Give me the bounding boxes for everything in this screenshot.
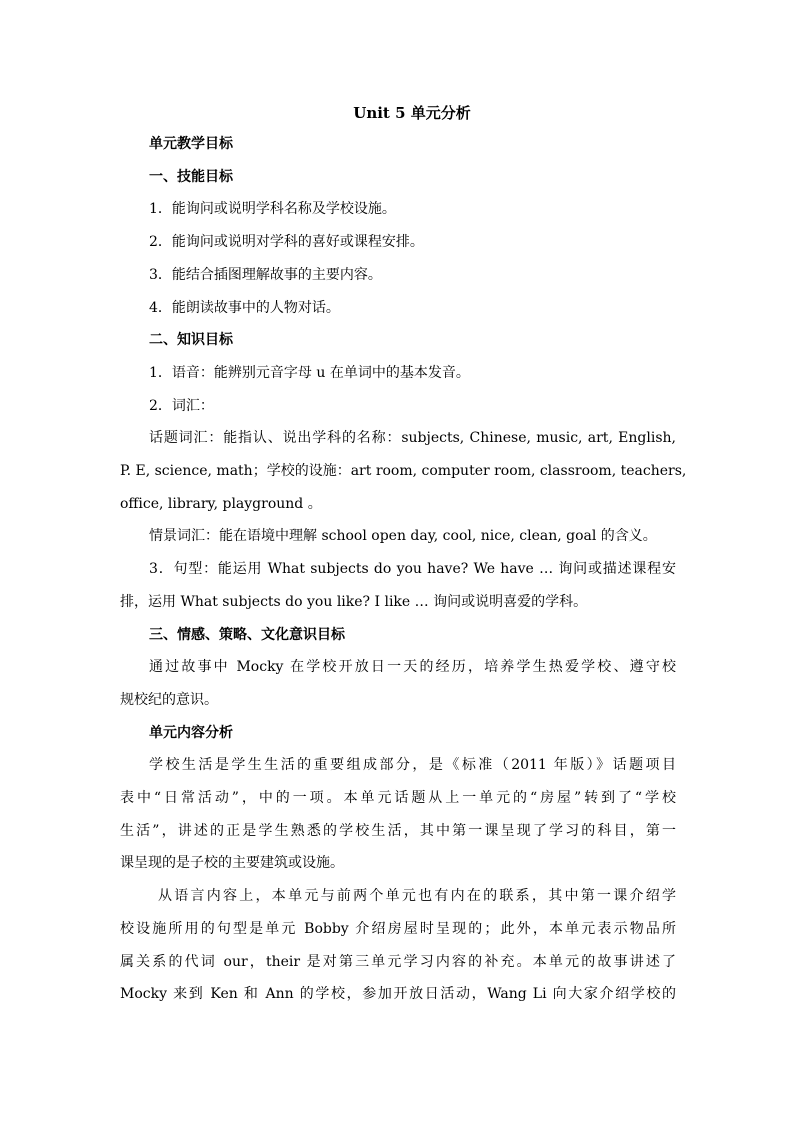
- paragraph-line: Mocky 来到 Ken 和 Ann 的学校，参加开放日活动，Wang Li 向大家介绍学校的: [120, 986, 676, 1003]
- paragraph-line: 校设施所用的句型是单元 Bobby 介绍房屋时呈现的；此外，本单元表示物品所: [120, 920, 676, 937]
- paragraph-line: 3．句型：能运用 What subjects do you have? We have … 询问或描述课程安: [149, 561, 676, 578]
- paragraph-line: 表中“日常活动”，中的一项。本单元话题从上一单元的“房屋”转到了“学校: [120, 790, 676, 807]
- section-heading: 单元教学目标: [149, 136, 233, 152]
- paragraph-line: 4．能朗读故事中的人物对话。: [149, 299, 340, 316]
- paragraph-line: 规校纪的意识。: [120, 691, 218, 708]
- paragraph-line: 生活”，讲述的正是学生熟悉的学校生活，其中第一课呈现了学习的科目，第一: [120, 822, 676, 839]
- paragraph-line: 话题词汇：能指认、说出学科的名称：subjects, Chinese, music, art, English,: [149, 430, 676, 447]
- document-page: [120, 98, 687, 1011]
- paragraph-line: 属关系的代词 our，their 是对第三单元学习内容的补充。本单元的故事讲述了: [120, 953, 676, 970]
- paragraph-line: 通过故事中 Mocky 在学校开放日一天的经历，培养学生热爱学校、遵守校: [149, 659, 676, 676]
- paragraph-line: 情景词汇：能在语境中理解 school open day, cool, nice, clean, goal 的含义。: [149, 528, 657, 545]
- paragraph-line: office, library, playground 。: [120, 495, 322, 512]
- paragraph-line: 学校生活是学生生活的重要组成部分，是《标准（2011 年版）》话题项目: [149, 757, 676, 774]
- paragraph-line: P. E, science, math；学校的设施：art room, computer room, classroom, teachers,: [120, 463, 687, 480]
- paragraph-line: 2．能询问或说明对学科的喜好或课程安排。: [149, 234, 424, 251]
- paragraph-line: 2．词汇：: [149, 397, 214, 414]
- section-heading: 二、知识目标: [149, 332, 233, 349]
- paragraph-line: 从语言内容上，本单元与前两个单元也有内在的联系，其中第一课介绍学: [158, 888, 676, 905]
- paragraph-line: 1．语音：能辨别元音字母 u 在单词中的基本发音。: [149, 364, 470, 381]
- paragraph-line: 排，运用 What subjects do you like? I like … 询问或说明喜爱的学科。: [120, 593, 588, 610]
- section-heading: 一、技能目标: [149, 168, 233, 185]
- paragraph-line: 3．能结合插图理解故事的主要内容。: [149, 266, 382, 283]
- section-heading: 单元内容分析: [149, 724, 233, 741]
- paragraph-line: 课呈现的是子校的主要建筑或设施。: [120, 855, 344, 872]
- section-heading: 三、情感、策略、文化意识目标: [149, 626, 345, 643]
- document-title: Unit 5 单元分析: [353, 104, 471, 122]
- document-body: [120, 128, 687, 1011]
- paragraph-line: 1．能询问或说明学科名称及学校设施。: [149, 201, 396, 218]
